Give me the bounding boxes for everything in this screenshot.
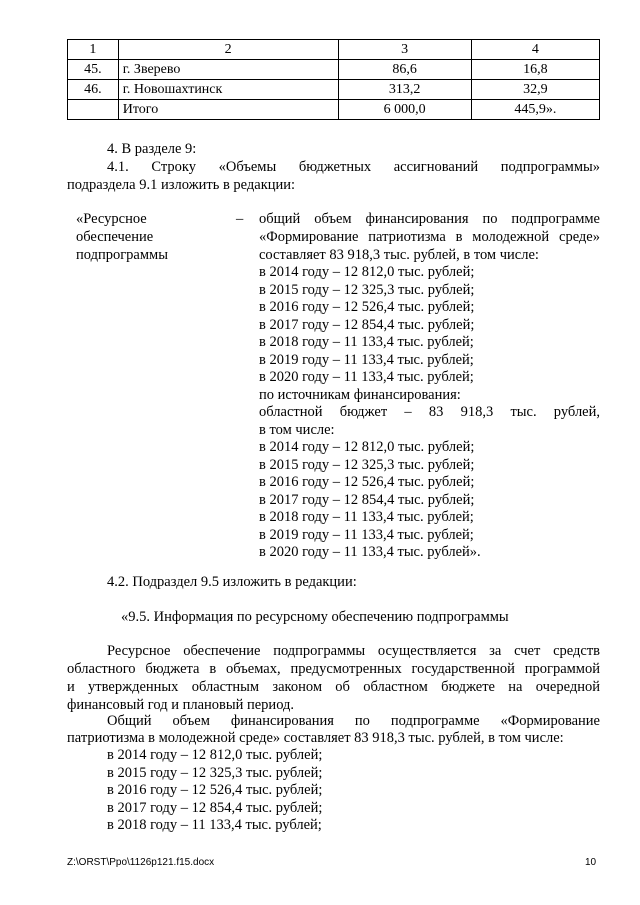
year-amount-line: в 2020 году – 11 133,4 тыс. рублей». — [259, 544, 481, 560]
year-amount-line: в 2015 году – 12 325,3 тыс. рублей; — [107, 765, 323, 781]
resource-label-line: «Ресурсное — [76, 211, 147, 227]
table-cell-value: 445,9». — [471, 100, 599, 120]
resource-text-line: «Формирование патриотизма в молодежной среде» — [259, 229, 600, 245]
table-row — [68, 80, 600, 100]
table-cell-value: 16,8 — [471, 60, 599, 80]
table-header-cell: 2 — [118, 40, 338, 60]
year-amount-line: в 2015 году – 12 325,3 тыс. рублей; — [259, 282, 475, 298]
table-cell-value: 86,6 — [338, 60, 471, 80]
paragraph-line: Ресурсное обеспечение подпрограммы осуществляется за счет средств — [107, 643, 600, 659]
year-amount-line: в 2016 году – 12 526,4 тыс. рублей; — [259, 299, 475, 315]
footer-file-path: Z:\ORST\Ppo\1126p121.f15.docx — [67, 857, 215, 868]
paragraph-line: Общий объем финансирования по подпрограмме «Формирование — [107, 713, 600, 729]
paragraph-line: подраздела 9.1 изложить в редакции: — [67, 177, 296, 193]
table-header-cell: 1 — [68, 40, 119, 60]
table-header-cell: 3 — [338, 40, 471, 60]
paragraph-line: 4.1. Строку «Объемы бюджетных ассигнований подпрограммы» — [107, 159, 600, 175]
table-total-row — [68, 100, 600, 120]
paragraph-line: патриотизма в молодежной среде» составляет 83 918,3 тыс. рублей, в том числе: — [67, 730, 564, 746]
resource-text-line: областной бюджет – 83 918,3 тыс. рублей, — [259, 404, 600, 420]
table-cell-municipality: г. Зверево — [118, 60, 338, 80]
paragraph-line: финансовый год и плановый период. — [67, 697, 295, 713]
year-amount-line: в 2016 году – 12 526,4 тыс. рублей; — [107, 782, 323, 798]
paragraph-line: 4.2. Подраздел 9.5 изложить в редакции: — [107, 574, 357, 590]
table-cell-total-label: Итого — [118, 100, 338, 120]
table-cell-number: 45. — [68, 60, 119, 80]
year-amount-line: в 2018 году – 11 133,4 тыс. рублей; — [107, 817, 322, 833]
paragraph-line: и утвержденных областным законом об областном бюджете на очередной — [67, 679, 600, 695]
page-number: 10 — [585, 857, 597, 868]
table-cell-municipality: г. Новошахтинск — [118, 80, 338, 100]
table-cell-value: 6 000,0 — [338, 100, 471, 120]
table-row — [68, 60, 600, 80]
year-amount-line: в 2019 году – 11 133,4 тыс. рублей; — [259, 352, 474, 368]
resource-text-line: составляет 83 918,3 тыс. рублей, в том числе: — [259, 247, 539, 263]
year-amount-line: в 2017 году – 12 854,4 тыс. рублей; — [259, 492, 475, 508]
year-amount-line: в 2017 году – 12 854,4 тыс. рублей; — [259, 317, 475, 333]
year-amount-line: в 2016 году – 12 526,4 тыс. рублей; — [259, 474, 475, 490]
resource-dash: – — [236, 211, 244, 227]
year-amount-line: в 2020 году – 11 133,4 тыс. рублей; — [259, 369, 474, 385]
year-amount-line: в 2015 году – 12 325,3 тыс. рублей; — [259, 457, 475, 473]
resource-text-line: общий объем финансирования по подпрограмме — [259, 211, 600, 227]
year-amount-line: в 2014 году – 12 812,0 тыс. рублей; — [107, 747, 323, 763]
table-header-row — [68, 40, 600, 60]
table-cell-value: 32,9 — [471, 80, 599, 100]
subsection-title: «9.5. Информация по ресурсному обеспечению подпрограммы — [121, 609, 509, 625]
financing-table — [67, 39, 600, 120]
table-cell-number — [68, 100, 119, 120]
year-amount-line: в 2018 году – 11 133,4 тыс. рублей; — [259, 334, 474, 350]
resource-text-line: по источникам финансирования: — [259, 387, 461, 403]
section-heading: 4. В разделе 9: — [107, 141, 197, 157]
year-amount-line: в 2014 году – 12 812,0 тыс. рублей; — [259, 439, 475, 455]
year-amount-line: в 2018 году – 11 133,4 тыс. рублей; — [259, 509, 474, 525]
resource-label-line: обеспечение — [76, 229, 154, 245]
paragraph-line: областного бюджета в объемах, предусмотренных государственной программой — [67, 661, 600, 677]
year-amount-line: в 2017 году – 12 854,4 тыс. рублей; — [107, 800, 323, 816]
table-cell-number: 46. — [68, 80, 119, 100]
table-cell-value: 313,2 — [338, 80, 471, 100]
table-header-cell: 4 — [471, 40, 599, 60]
resource-label-line: подпрограммы — [76, 247, 168, 263]
year-amount-line: в 2014 году – 12 812,0 тыс. рублей; — [259, 264, 475, 280]
year-amount-line: в 2019 году – 11 133,4 тыс. рублей; — [259, 527, 474, 543]
resource-text-line: в том числе: — [259, 422, 335, 438]
